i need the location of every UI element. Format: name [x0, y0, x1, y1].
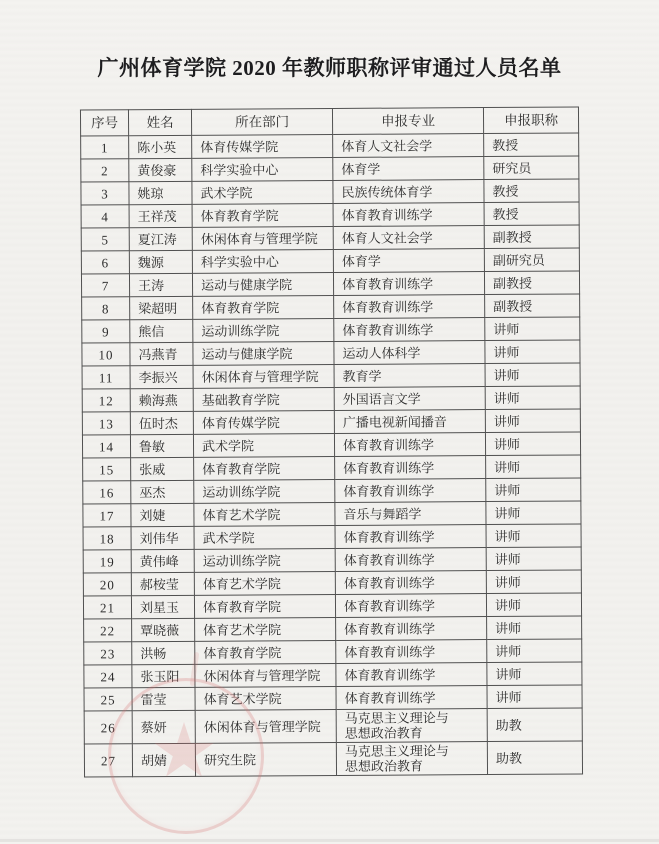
- table-body: [81, 133, 583, 777]
- cell-title: 助教: [487, 708, 582, 742]
- cell-department: 休闲体育与管理学院: [192, 226, 333, 250]
- cell-index: 12: [82, 389, 130, 412]
- cell-major: 体育教育训练学: [335, 456, 486, 480]
- cell-name: 赖海燕: [130, 388, 193, 411]
- cell-index: 10: [82, 343, 130, 366]
- cell-major: 民族传统体育学: [333, 180, 484, 204]
- cell-index: 7: [81, 274, 129, 297]
- table-row: [82, 317, 580, 343]
- cell-title: 讲师: [486, 455, 581, 479]
- table-row: [83, 593, 581, 619]
- table-row: [82, 294, 580, 320]
- cell-index: 14: [82, 435, 130, 458]
- cell-index: 20: [83, 573, 131, 596]
- table-row: [83, 547, 581, 573]
- column-header-title: 申报职称: [483, 107, 578, 134]
- cell-index: 19: [83, 550, 131, 573]
- cell-name: 王祥茂: [129, 204, 192, 227]
- cell-department: 基础教育学院: [193, 387, 334, 411]
- cell-name: 魏源: [129, 250, 192, 273]
- column-header-index: 序号: [80, 110, 128, 136]
- cell-title: 教授: [484, 133, 579, 157]
- cell-index: 4: [81, 205, 129, 228]
- cell-name: 夏江涛: [129, 227, 192, 250]
- cell-department: 体育教育学院: [194, 456, 335, 480]
- cell-title: 讲师: [485, 317, 580, 341]
- cell-index: 1: [81, 136, 129, 159]
- cell-index: 26: [84, 711, 132, 744]
- cell-department: 休闲体育与管理学院: [195, 663, 336, 687]
- cell-department: 体育教育学院: [192, 203, 333, 227]
- cell-title: 讲师: [486, 524, 581, 548]
- cell-title: 讲师: [485, 432, 580, 456]
- cell-name: 巫杰: [131, 480, 194, 503]
- cell-major: 外国语言文学: [334, 387, 485, 411]
- cell-department: 体育教育学院: [194, 594, 335, 618]
- table-row: [81, 248, 579, 274]
- cell-title: 讲师: [486, 501, 581, 525]
- cell-title: 讲师: [485, 340, 580, 364]
- cell-major: 体育教育训练学: [334, 433, 485, 457]
- cell-index: 8: [82, 297, 130, 320]
- cell-major: 体育人文社会学: [333, 226, 484, 250]
- cell-index: 9: [82, 320, 130, 343]
- cell-title: 教授: [484, 179, 579, 203]
- table-row: [82, 363, 580, 389]
- cell-major: 体育人文社会学: [333, 134, 484, 158]
- cell-name: 张玉阳: [132, 664, 195, 687]
- cell-department: 运动与健康学院: [193, 341, 334, 365]
- cell-name: 洪畅: [132, 641, 195, 664]
- cell-index: 23: [84, 642, 132, 665]
- cell-major: 体育教育训练学: [335, 525, 486, 549]
- table-row: [83, 501, 581, 527]
- cell-major: 体育教育训练学: [334, 318, 485, 342]
- cell-department: 休闲体育与管理学院: [193, 364, 334, 388]
- cell-department: 体育艺术学院: [194, 571, 335, 595]
- cell-title: 讲师: [487, 662, 582, 686]
- cell-major: 体育教育训练学: [336, 686, 487, 710]
- cell-name: 陈小英: [129, 135, 192, 158]
- cell-department: 体育教育学院: [195, 640, 336, 664]
- cell-department: 体育传媒学院: [192, 134, 333, 158]
- cell-name: 冯燕青: [130, 342, 193, 365]
- cell-name: 蔡妍: [132, 710, 195, 743]
- cell-department: 运动训练学院: [194, 548, 335, 572]
- cell-department: 武术学院: [192, 180, 333, 204]
- cell-major: 体育学: [333, 157, 484, 181]
- cell-title: 研究员: [484, 156, 579, 180]
- cell-index: 6: [81, 251, 129, 274]
- cell-name: 王涛: [129, 273, 192, 296]
- cell-department: 研究生院: [195, 742, 336, 776]
- cell-index: 11: [82, 366, 130, 389]
- table-row: [83, 455, 581, 481]
- cell-index: 13: [82, 412, 130, 435]
- cell-major: 体育教育训练学: [335, 479, 486, 503]
- table-row: [81, 179, 579, 205]
- cell-major: 体育教育训练学: [336, 663, 487, 687]
- cell-name: 张威: [131, 457, 194, 480]
- cell-major: 音乐与舞蹈学: [335, 502, 486, 526]
- cell-index: 22: [84, 619, 132, 642]
- column-header-major: 申报专业: [332, 108, 483, 135]
- cell-title: 助教: [487, 741, 582, 775]
- table-row: [81, 133, 579, 159]
- table-row: [82, 432, 580, 458]
- cell-title: 讲师: [487, 639, 582, 663]
- cell-name: 黄伟峰: [131, 549, 194, 572]
- cell-department: 运动训练学院: [193, 318, 334, 342]
- cell-name: 胡婧: [132, 743, 195, 776]
- cell-title: 讲师: [487, 616, 582, 640]
- cell-title: 讲师: [486, 478, 581, 502]
- cell-index: 15: [83, 458, 131, 481]
- cell-index: 5: [81, 228, 129, 251]
- cell-department: 武术学院: [193, 433, 334, 457]
- cell-title: 讲师: [486, 547, 581, 571]
- table-header-row: [80, 107, 578, 136]
- cell-name: 覃晓薇: [132, 618, 195, 641]
- cell-index: 3: [81, 182, 129, 205]
- cell-title: 讲师: [486, 570, 581, 594]
- cell-name: 姚琼: [129, 181, 192, 204]
- cell-index: 2: [81, 159, 129, 182]
- cell-major: 体育教育训练学: [335, 548, 486, 572]
- column-header-name: 姓名: [128, 109, 191, 135]
- table-row: [81, 156, 579, 182]
- cell-major: 体育教育训练学: [333, 203, 484, 227]
- table-row: [81, 271, 579, 297]
- cell-department: 武术学院: [194, 525, 335, 549]
- cell-index: 24: [84, 665, 132, 688]
- cell-name: 刘星玉: [131, 595, 194, 618]
- roster-table: [80, 106, 583, 777]
- cell-major: 运动人体科学: [334, 341, 485, 365]
- cell-department: 体育艺术学院: [195, 686, 336, 710]
- cell-major: 体育教育训练学: [336, 640, 487, 664]
- cell-name: 伍时杰: [130, 411, 193, 434]
- cell-major: 马克思主义理论与 思想政治教育: [336, 709, 487, 743]
- cell-title: 副教授: [484, 225, 579, 249]
- cell-department: 运动训练学院: [194, 479, 335, 503]
- cell-major: 体育教育训练学: [333, 272, 484, 296]
- cell-major: 体育教育训练学: [336, 617, 487, 641]
- cell-title: 副教授: [485, 294, 580, 318]
- cell-title: 讲师: [485, 409, 580, 433]
- cell-name: 刘伟华: [131, 526, 194, 549]
- cell-index: 16: [83, 481, 131, 504]
- cell-major: 体育学: [333, 249, 484, 273]
- cell-name: 熊信: [130, 319, 193, 342]
- cell-name: 梁超明: [130, 296, 193, 319]
- table-row: [82, 386, 580, 412]
- table-row: [82, 340, 580, 366]
- cell-name: 刘婕: [131, 503, 194, 526]
- document-title: 广州体育学院 2020 年教师职称评审通过人员名单: [97, 56, 562, 80]
- cell-name: 雷莹: [132, 687, 195, 710]
- cell-major: 教育学: [334, 364, 485, 388]
- column-header-department: 所在部门: [191, 108, 332, 135]
- table-head: [80, 107, 578, 136]
- cell-title: 讲师: [486, 593, 581, 617]
- table-row: [82, 409, 580, 435]
- cell-title: 副教授: [484, 271, 579, 295]
- table-row: [81, 202, 579, 228]
- cell-index: 18: [83, 527, 131, 550]
- cell-department: 运动与健康学院: [192, 272, 333, 296]
- cell-name: 鲁敏: [130, 434, 193, 457]
- cell-index: 27: [84, 744, 132, 777]
- cell-major: 体育教育训练学: [335, 571, 486, 595]
- cell-department: 体育教育学院: [193, 295, 334, 319]
- cell-name: 李振兴: [130, 365, 193, 388]
- table-row: [83, 524, 581, 550]
- cell-department: 体育艺术学院: [195, 617, 336, 641]
- table-row: [84, 616, 582, 642]
- cell-department: 科学实验中心: [192, 249, 333, 273]
- table-row: [81, 225, 579, 251]
- table-row: [83, 570, 581, 596]
- cell-major: 广播电视新闻播音: [334, 410, 485, 434]
- cell-name: 郝桉莹: [131, 572, 194, 595]
- cell-name: 黄俊豪: [129, 158, 192, 181]
- cell-title: 讲师: [485, 363, 580, 387]
- cell-major: 体育教育训练学: [335, 594, 486, 618]
- cell-department: 体育艺术学院: [194, 502, 335, 526]
- cell-index: 21: [83, 596, 131, 619]
- cell-title: 副研究员: [484, 248, 579, 272]
- cell-major: 体育教育训练学: [334, 295, 485, 319]
- cell-major: 马克思主义理论与 思想政治教育: [336, 742, 487, 776]
- cell-title: 教授: [484, 202, 579, 226]
- cell-index: 25: [84, 688, 132, 711]
- cell-department: 科学实验中心: [192, 157, 333, 181]
- table-row: [84, 639, 582, 665]
- cell-title: 讲师: [487, 685, 582, 709]
- cell-title: 讲师: [485, 386, 580, 410]
- cell-department: 休闲体育与管理学院: [195, 709, 336, 743]
- cell-department: 体育传媒学院: [193, 410, 334, 434]
- table-row: [83, 478, 581, 504]
- cell-index: 17: [83, 504, 131, 527]
